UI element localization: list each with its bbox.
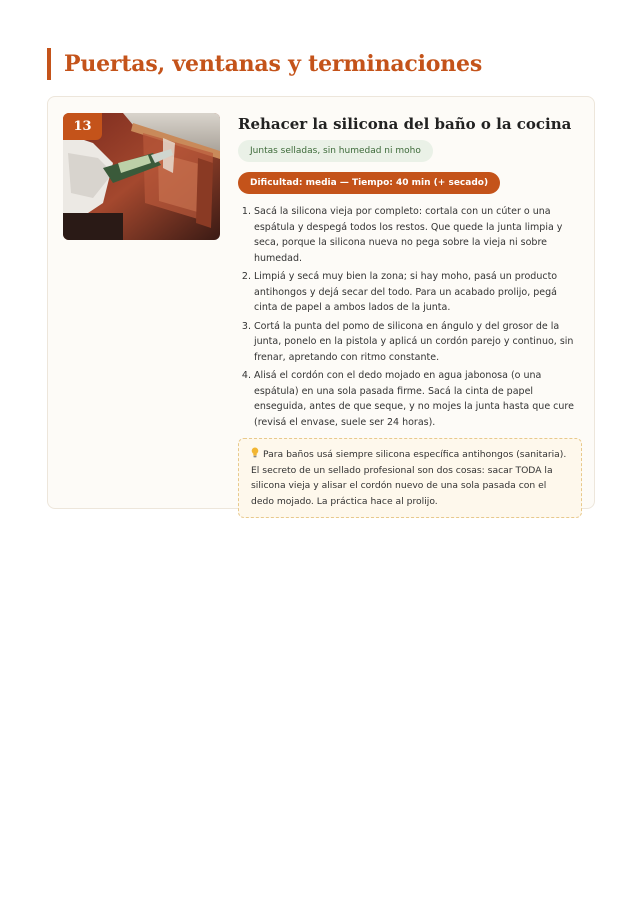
section-header bbox=[47, 48, 482, 80]
steps-list bbox=[238, 204, 582, 430]
difficulty-badge: Dificultad: media — Tiempo: 40 min (+ secado) bbox=[238, 172, 500, 194]
step-item: 3. Cortá la punta del pomo de silicona en ángulo y del grosor de la junta, ponelo en la pistola y aplicá un cordón parejo y continuo, sin frenar, apretando con ritmo constante. bbox=[254, 319, 582, 366]
step-number-badge: 13 bbox=[63, 113, 102, 140]
step-item: 1. Sacá la silicona vieja por completo: cortala con un cúter o una espátula y despegá todos los restos. Que quede la junta limpia y seca, porque la silicona nueva no pega sobre la vieja ni sobre humedad. bbox=[254, 204, 582, 266]
caulking-photo bbox=[63, 113, 220, 240]
lightbulb-icon bbox=[251, 447, 259, 458]
step-item: 4. Alisá el cordón con el dedo mojado en agua jabonosa (o una espátula) en una sola pasada firme. Sacá la cinta de papel enseguida, antes de que seque, y no mojes la junta hasta que cure (revisá el envase, suele ser 24 horas). bbox=[254, 368, 582, 430]
tip-text: Para baños usá siempre silicona específica antihongos (sanitaria). El secreto de un sellado profesional son dos cosas: sacar TODA la silicona vieja y alisar el cordón nuevo de una sola pasada con el dedo mojado. La práctica hace al prolijo. bbox=[251, 449, 567, 507]
subtitle-badge: Juntas selladas, sin humedad ni moho bbox=[238, 140, 433, 162]
section-title: Puertas, ventanas y terminaciones bbox=[64, 51, 483, 77]
tip-box bbox=[238, 438, 582, 518]
step-item: 2. Limpiá y secá muy bien la zona; si hay moho, pasá un producto antihongos y dejá secar del todo. Para un acabado prolijo, pegá cinta de papel a ambos lados de la junta. bbox=[254, 269, 582, 316]
card-content bbox=[238, 114, 582, 518]
task-card bbox=[47, 96, 595, 509]
card-title: Rehacer la silicona del baño o la cocina bbox=[238, 115, 572, 133]
